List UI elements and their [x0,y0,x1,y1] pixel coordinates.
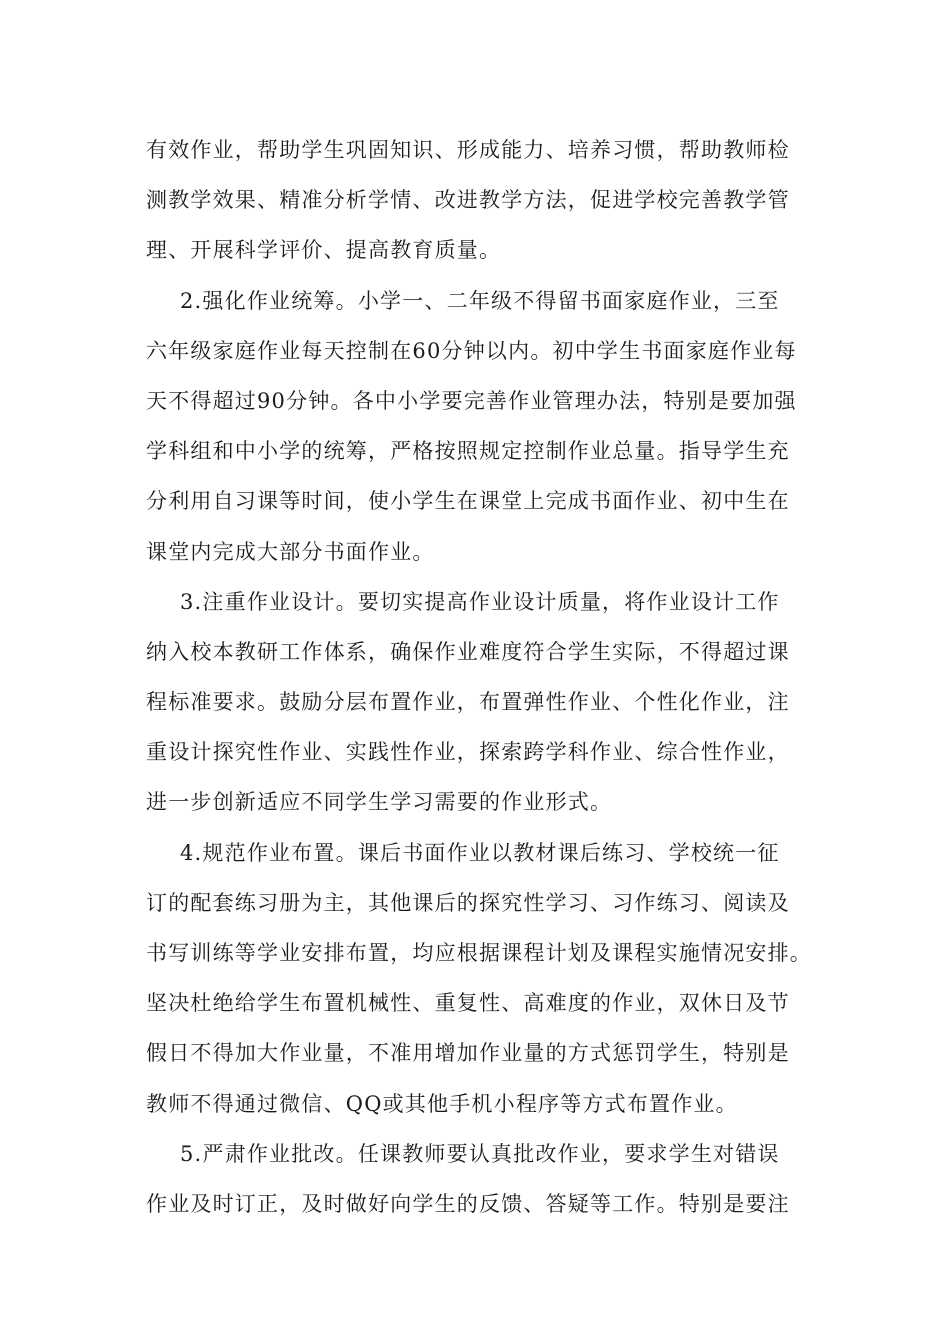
paragraph-4-start: 4.规范作业布置。课后书面作业以教材课后练习、学校统一征 [180,840,780,865]
text-line: 假日不得加大作业量，不准用增加作业量的方式惩罚学生，特别是 [146,1041,790,1066]
text-line: 学科组和中小学的统筹，严格按照规定控制作业总量。指导学生充 [146,439,790,464]
text-line: 天不得超过90分钟。各中小学要完善作业管理办法，特别是要加强 [146,388,797,413]
text-line: 六年级家庭作业每天控制在60分钟以内。初中学生书面家庭作业每 [146,338,797,363]
paragraph-5-start: 5.严肃作业批改。任课教师要认真批改作业，要求学生对错误 [180,1141,780,1166]
document-body [146,125,812,1229]
text-line: 测教学效果、精准分析学情、改进教学方法，促进学校完善教学管 [146,188,790,213]
text-line: 订的配套练习册为主，其他课后的探究性学习、习作练习、阅读及 [146,890,790,915]
paragraph-3-start: 3.注重作业设计。要切实提高作业设计质量，将作业设计工作 [180,589,780,614]
text-line: 课堂内完成大部分书面作业。 [146,539,435,564]
text-line: 分利用自习课等时间，使小学生在课堂上完成书面作业、初中生在 [146,489,790,514]
text-line: 有效作业，帮助学生巩固知识、形成能力、培养习惯，帮助教师检 [146,138,790,162]
text-line: 作业及时订正，及时做好向学生的反馈、答疑等工作。特别是要注 [146,1191,790,1216]
text-line: 重设计探究性作业、实践性作业，探索跨学科作业、综合性作业， [146,740,790,765]
paragraph-2-start: 2.强化作业统筹。小学一、二年级不得留书面家庭作业，三至 [180,288,780,313]
text-line: 进一步创新适应不同学生学习需要的作业形式。 [146,790,613,815]
text-line: 程标准要求。鼓励分层布置作业，布置弹性作业、个性化作业，注 [146,690,790,715]
text-line: 理、开展科学评价、提高教育质量。 [146,238,502,263]
text-line: 纳入校本教研工作体系，确保作业难度符合学生实际，不得超过课 [146,639,790,664]
text-line: 书写训练等学业安排布置，均应根据课程计划及课程实施情况安排。 [146,941,812,965]
text-line: 坚决杜绝给学生布置机械性、重复性、高难度的作业，双休日及节 [146,991,790,1016]
text-line: 教师不得通过微信、QQ或其他手机小程序等方式布置作业。 [146,1091,738,1116]
